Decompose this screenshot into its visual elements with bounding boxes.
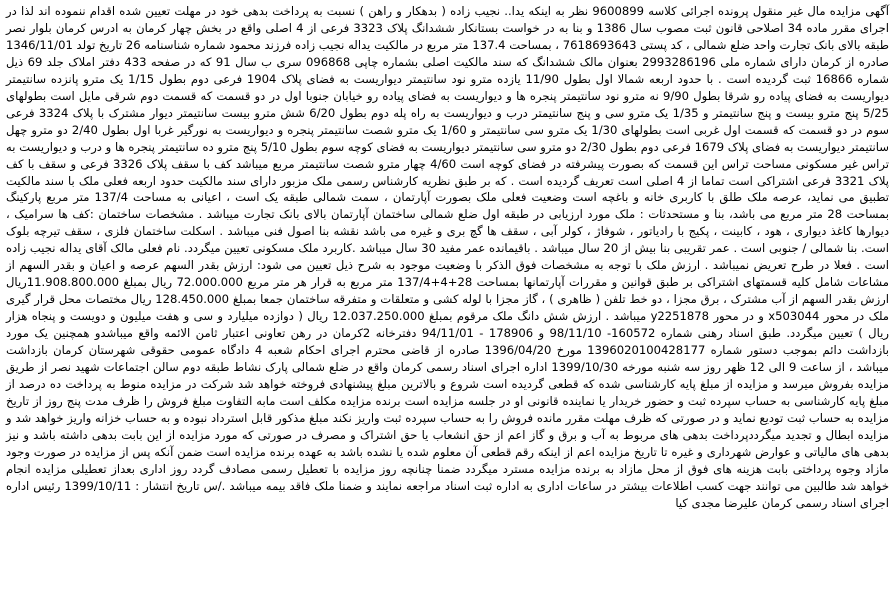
notice-body-text: آگهی مزایده مال غیر منقول پرونده اجرائی کلاسه 9600899 نظر به اینکه یدا.. نجیب زاده ( بدهکار و راهن ) نسبت به پرداخت بدهی خود در مهلت تعیین شده اقدام ننموده اند لذا در اجرای مقرر ماده 34 اصلاحی قانون ثبت مصوب سال 1386 و بنا به در خواست بستانکار ششدانگ پلاک 3323 فرعی از 4 اصلی واقع در بخش چهار کرمان به ادرس کرمان بلوار نصر طبقه بالای بانک تجارت واحد ضلع شمالی ، کد پستی 7618693643 ، بمساحت 137.4 متر مربع در مالکیت یداله نجیب زاده فرزند محمود شماره شناسنامه 26 تاریخ تولد 1346/11/01 صادره از کرمان دارای شماره ملی 2993286196 بعنوان مالک ششدانگ که سند مالکیت اصلی بشماره چاپی 096868 سری ب سال 91 که در صفحه 433 دفتر املاک جلد 69 ذیل شماره 16866 ثبت گردیده است . با حدود اربعه شمالا اول بطول 11/90 یازده مترو نود سانتیمتر دیواریست به فضای پلاک 1904 فرعی دوم بطول 1/15 یک مترو پانزده سانتیمتر دیواریست به فضای پیاده رو شرقا بطول 9/90 نه مترو نود سانتیمتر پنجره ها و دیواریست به فضای پیاده رو خیابان جنوبا اول در دو قسمت که قسمت دوم شرقی مایل است بطولهای 5/25 پنج مترو بیست و پنج سانتیمتر و 1/35 یک مترو سی و پنج سانتیمتر درب و دیواریست به راه پله دوم بطول 6/20 شش مترو بیست سانتیمتر دیوار مشترک با پلاک 3324 فرعی سوم در دو قسمت که قسمت اول غربی است بطولهای 1/30 یک مترو سی سانتیمتر و 1/60 یک مترو شصت سانتیمتر پنجره و دیواریست به نورگیر غربا اول بطول 2/40 دو مترو چهل سانتیمتر دیواریست به فضای پلاک 1679 فرعی دوم بطول 2/30 دو مترو سی سانتیمتر دیواریست به فضای کوچه سوم بطول 5/10 پنج مترو ده سانتیمتر پنجره ها و درب و دیواریست به تراس غیر مسکونی مساحت تراس این قسمت که بصورت پیشرفته در فضای کوچه است 4/60 چهار مترو شصت سانتیمتر مربع میباشد کف با سقف پلاک 3326 فرعی و سقف با کف پلاک 3321 فرعی اشتراکی است تماما از 4 اصلی است تعریف گردیده است . که بر طبق نظریه کارشناس رسمی ملک مزبور دارای سند مالکیت حدود اربعه فعلی ملک با سند مالکیت تطبیق می نماید، عرصه ملک طلق با کاربری خانه و باغچه است وضعیت فعلی ملک بصورت آپارتمان ، سمت شمالی طبقه یک است ، اعیانی به مساحت 137/4 متر مربع پارکینگ بمساحت 28 متر مربع می باشد، بنا و مستحدثات : ملک مورد ارزیابی در طبقه اول ضلع شمالی ساختمان آپارتمان بالای بانک تجارت میباشد . مشخصات ساختمان :کف ها سرامیک ، دیوارها کاغذ دیواری ، هود ، کابینت ، پکیج با رادیاتور ، شوفاژ ، کولر آبی ، سقف ها گچ بری و غیره می باشد نقشه بنا اصول فنی میباشد . اسکلت ساختمان فلزی ، سقف تیرچه بلوک است. بنا شمالی / جنوبی است . عمر تقریبی بنا بیش از 20 سال میباشد . باقیمانده عمر مفید 30 سال میباشد .کاربرد ملک مسکونی تعیین میگردد. نام فعلی مالک آقای یداله نجیب زاده است . فعلا در طرح تعریض نمیباشد . ارزش ملک با توجه به مشخصات فوق الذکر با وضعیت موجود به شرح ذیل تعیین می شود: ارزش بقدر السهم عرصه و اعیان و بقدر السهم از مشاعات شامل کلیه قسمتهای اشتراکی بر طبق قوانین و مقررات آپارتمانها بمساحت 28+4+137/4 متر مربع به قرار هر متر مربع 72.000.000 ریال بمبلغ 11.908.800.000ریال ارزش بقدر السهم از آب مشترک ، برق مجزا ، دو خط تلفن ( ظاهری ) ، گاز مجزا با لوله کشی و متعلقات و متفرقه ساختمان جمعا بمبلغ 128.450.000 ریال مختصات محل قرار گیری ملک در محور x503044 و در محور y2251878 میباشد . ارزش شش دانگ ملک مرقوم بمبلغ 12.037.250.000 ریال ( دوازده میلیارد و سی و هفت میلیون و دویست و پنجاه هزار ریال ) تعیین میگردد. طبق اسناد رهنی شماره 160572- 98/11/10 و 178906 - 94/11/01 دفترخانه 2کرمان در رهن تعاونی اعتبار ثامن الائمه واقع میباشدو همچنین یک مورد بازداشت دائم بموجب دستور شماره 1396020100428177 مورخ 1396/04/20 صادره از قاضی محترم اجرای احکام شعبه 4 دادگاه عمومی حقوقی شهرستان کرمان بازداشت میباشد ، از ساعت 9 الی 12 ظهر روز سه شنبه مورخه 1399/10/30 اداره اجرای اسناد رسمی کرمان واقع در ضلع شمالی پارک نشاط طبقه دوم سالن اجتماعات شهید نصر از طریق مزایده بفروش میرسد و مزایده از مبلغ پایه کارشناسی شده که قطعی گردیده است شروع و بالاترین مبلغ پیشنهادی فروخته خواهد شد شرکت در مزایده منوط به پرداخت ده درصد از مبلغ پایه کارشناسی به حساب سپرده ثبت و حضور خریدار یا نماینده قانونی او در جلسه مزایده است برنده مزایده مکلف است مابه التفاوت مبلغ فروش را ظرف مدت پنج روز از تاریخ مزایده به حساب ثبت تودیع نماید و در صورتی که ظرف مهلت مقرر مانده فروش را به حساب سپرده ثبت واریز نکند مبلغ مذکور قابل استرداد نبوده و به حساب خزانه واریز خواهد شد و مزایده ابطال و تجدید میگرددپرداخت بدهی های مربوط به آب و برق و گاز اعم از حق انشعاب یا حق اشتراک و مصرف در صورتی که مورد مزایده از این بابت بدهی داشته باشد و نیز بدهی های مالیاتی و عوارض شهرداری و غیره تا تاریخ مزایده اعم از اینکه رقم قطعی آن معلوم شده یا نشده باشد به عهده برنده مزایده است ضمن آنکه پس از مزایده در صورت وجود مازاد وجوه پرداختی بابت هزینه های فوق از محل مازاد به برنده مزایده مسترد میگردد ضمنا چنانچه روز مزایده با تعطیل رسمی مصادف گردد روز اداری بعداز تعطیلی مزایده انجام خواهد شد طالبین می توانند جهت کسب اطلاعات بیشتر در ساعات اداری به اداره ثبت اسناد مراجعه نمایند و ضمنا ملک فاقد بیمه میباشد ./س تاریخ انتشار : 1399/10/11 رئیس اداره اجرای اسناد رسمی کرمان علیرضا مجدی کیا [6, 4, 890, 510]
